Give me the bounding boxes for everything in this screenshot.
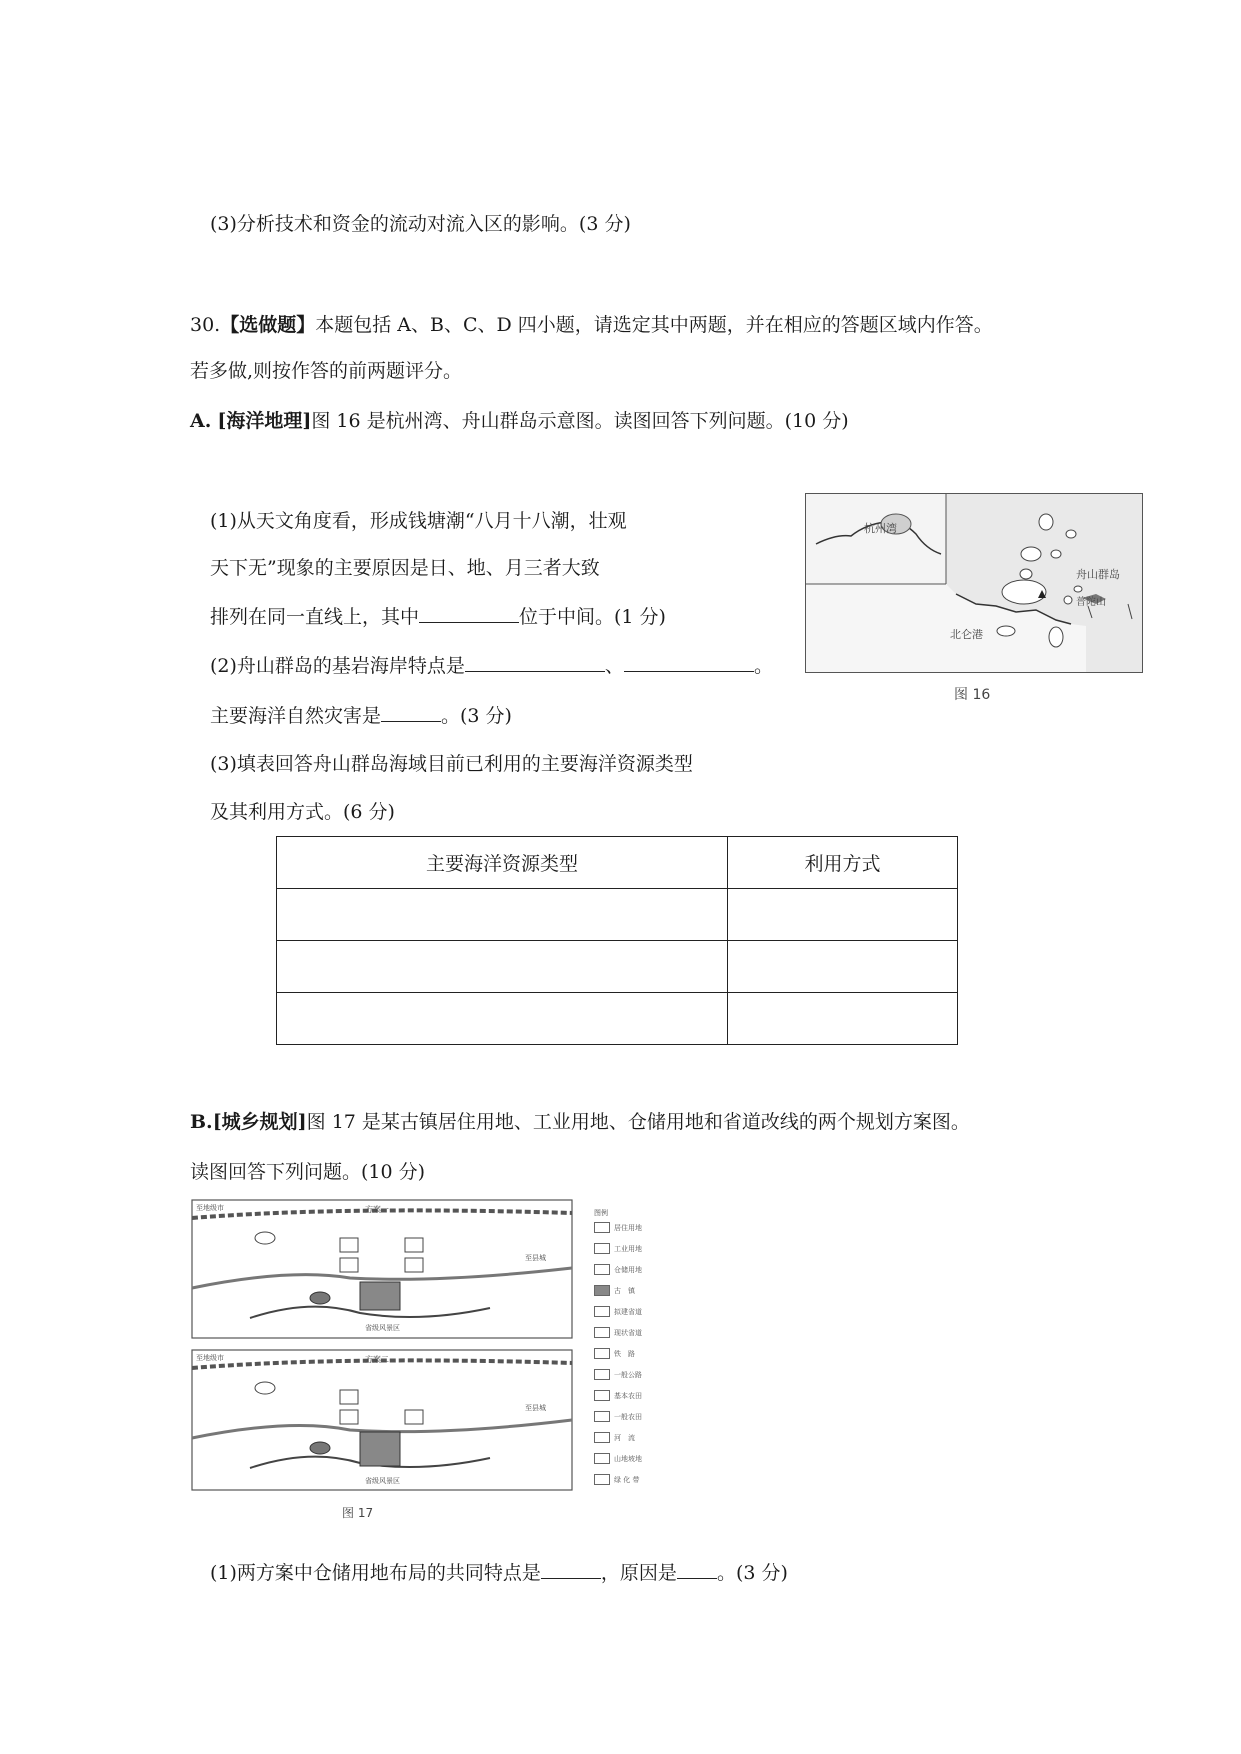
figure-16-caption: 图 16: [954, 687, 991, 703]
part-a-q2-line2-start: 主要海洋自然灾害是: [210, 705, 382, 727]
legend-swatch: [594, 1243, 610, 1254]
legend-swatch: [594, 1453, 610, 1464]
part-b-title-line2: 读图回答下列问题。(10 分): [190, 1161, 426, 1183]
table-row: [277, 941, 958, 993]
part-a-q2-line1: [210, 653, 773, 678]
legend-label: 一般农田: [614, 1412, 642, 1421]
part-b-title-text: 图 17 是某古镇居住用地、工业用地、仓储用地和省道改线的两个规划方案图。: [306, 1111, 970, 1133]
to-city-label-2: 至地级市: [196, 1354, 224, 1362]
answer-blank-q1[interactable]: [419, 604, 519, 623]
table-cell[interactable]: [728, 993, 958, 1045]
answer-blank-q2-b[interactable]: [624, 653, 754, 672]
legend-label: 古 镇: [614, 1286, 635, 1295]
legend-swatch: [594, 1390, 610, 1401]
scenic-label-2: 省级风景区: [365, 1477, 400, 1485]
answer-blank-b-q1-b[interactable]: [677, 1560, 717, 1579]
part-a-q3-line2: 及其利用方式。(6 分): [210, 801, 395, 823]
legend-label: 仓储用地: [614, 1265, 642, 1274]
legend-item: [594, 1411, 642, 1422]
table-cell[interactable]: [277, 889, 728, 941]
q30-intro-text: 本题包括 A、B、C、D 四小题，请选定其中两题，并在相应的答题区域内作答。: [315, 314, 993, 336]
answer-table: [276, 836, 958, 1045]
legend-title: 图例: [594, 1209, 608, 1217]
plan-2-label: 方案二: [365, 1355, 389, 1364]
table-row: [277, 993, 958, 1045]
legend-label: 基本农田: [614, 1391, 642, 1400]
to-city-label-1: 至地级市: [196, 1204, 224, 1212]
plan-1-label: 方案一: [365, 1205, 389, 1214]
figure-17-caption: 图 17: [342, 1506, 374, 1520]
part-a-q2-line2: [210, 703, 512, 728]
part-a-q2-line2-end: 。(3 分): [441, 705, 512, 727]
table-header-resource: 主要海洋资源类型: [277, 837, 728, 889]
legend-item: [594, 1432, 635, 1443]
part-b-q1: [210, 1560, 788, 1585]
map-label-hangzhou-bay: 杭州湾: [864, 522, 897, 535]
legend-label: 山地坡地: [614, 1454, 642, 1463]
part-a-q1-line2: 天下无”现象的主要原因是日、地、月三者大致: [210, 557, 600, 579]
figure-17-legend: [590, 1208, 675, 1528]
legend-item: [594, 1222, 642, 1233]
part-a-q1-line3-start: 排列在同一直线上，其中: [210, 606, 420, 628]
legend-item: [594, 1243, 642, 1254]
legend-label: 绿 化 带: [614, 1475, 640, 1484]
legend-swatch: [594, 1411, 610, 1422]
to-county-label-1: 至县城: [525, 1254, 546, 1262]
q29-3-text: (3)分析技术和资金的流动对流入区的影响。(3 分): [210, 213, 631, 235]
legend-item: [594, 1327, 642, 1338]
map-label-putuo: 普陀山: [1076, 597, 1106, 608]
map-label-zhoushan: 舟山群岛: [1076, 568, 1120, 581]
legend-label: 现状省道: [614, 1328, 642, 1337]
legend-item: [594, 1306, 642, 1317]
table-row: [277, 889, 958, 941]
legend-label: 工业用地: [614, 1244, 642, 1253]
figure-17-map: [190, 1198, 575, 1493]
answer-blank-q2-a[interactable]: [465, 653, 605, 672]
legend-swatch: [594, 1369, 610, 1380]
figure-16-map: [805, 493, 1143, 673]
part-a-title: [190, 409, 849, 433]
legend-item: [594, 1474, 639, 1485]
q30-intro-line2: 若多做,则按作答的前两题评分。: [190, 360, 463, 382]
legend-swatch: [594, 1432, 610, 1443]
legend-item: [594, 1285, 635, 1296]
legend-label: 居住用地: [614, 1223, 642, 1232]
legend-label: 河 流: [614, 1433, 635, 1442]
part-a-prefix: A.: [190, 410, 212, 432]
part-a-q2-sep: 、: [604, 655, 624, 677]
map-label-beilun: 北仑港: [950, 628, 983, 641]
table-header-row: [277, 837, 958, 889]
legend-swatch: [594, 1264, 610, 1275]
part-a-title-text: 图 16 是杭州湾、舟山群岛示意图。读图回答下列问题。(10 分): [311, 410, 849, 432]
legend-item: [594, 1453, 642, 1464]
q30-intro: [190, 313, 993, 337]
part-b-q1-start: (1)两方案中仓储用地布局的共同特点是: [210, 1562, 541, 1584]
table-cell[interactable]: [277, 941, 728, 993]
legend-item: [594, 1348, 635, 1359]
legend-label: 铁 路: [614, 1349, 635, 1358]
table-cell[interactable]: [728, 941, 958, 993]
part-b-tag: [城乡规划]: [212, 1111, 307, 1133]
legend-item: [594, 1390, 642, 1401]
legend-item: [594, 1264, 642, 1275]
part-b-title: [190, 1110, 970, 1134]
to-county-label-2: 至县城: [525, 1404, 546, 1412]
legend-swatch: [594, 1285, 610, 1296]
legend-swatch: [594, 1474, 610, 1485]
legend-swatch: [594, 1327, 610, 1338]
part-a-q1-line3-end: 位于中间。(1 分): [519, 606, 666, 628]
answer-blank-b-q1-a[interactable]: [541, 1560, 601, 1579]
table-cell[interactable]: [277, 993, 728, 1045]
legend-swatch: [594, 1306, 610, 1317]
scenic-label-1: 省级风景区: [365, 1324, 400, 1332]
table-header-usage: 利用方式: [728, 837, 958, 889]
answer-blank-q2-c[interactable]: [381, 703, 441, 722]
part-a-q1-line1: (1)从天文角度看，形成钱塘潮“八月十八潮，壮观: [210, 510, 627, 532]
legend-label: 拟建省道: [614, 1307, 642, 1316]
legend-item: [594, 1369, 642, 1380]
legend-swatch: [594, 1222, 610, 1233]
part-a-tag: [海洋地理]: [217, 410, 312, 432]
part-a-q2-start: (2)舟山群岛的基岩海岸特点是: [210, 655, 465, 677]
part-b-prefix: B.: [190, 1111, 213, 1133]
part-b-q1-end: 。(3 分): [716, 1562, 788, 1584]
legend-label: 一般公路: [614, 1370, 642, 1379]
q30-number: 30.: [190, 314, 221, 336]
part-a-q3-line1: (3)填表回答舟山群岛海域目前已利用的主要海洋资源类型: [210, 753, 693, 775]
part-b-q1-mid: ，原因是: [600, 1562, 677, 1584]
table-cell[interactable]: [728, 889, 958, 941]
legend-swatch: [594, 1348, 610, 1359]
q30-optional-tag: 【选做题】: [220, 314, 316, 336]
part-a-q1-line3: [210, 604, 666, 629]
part-a-q2-end: 。: [753, 655, 773, 677]
